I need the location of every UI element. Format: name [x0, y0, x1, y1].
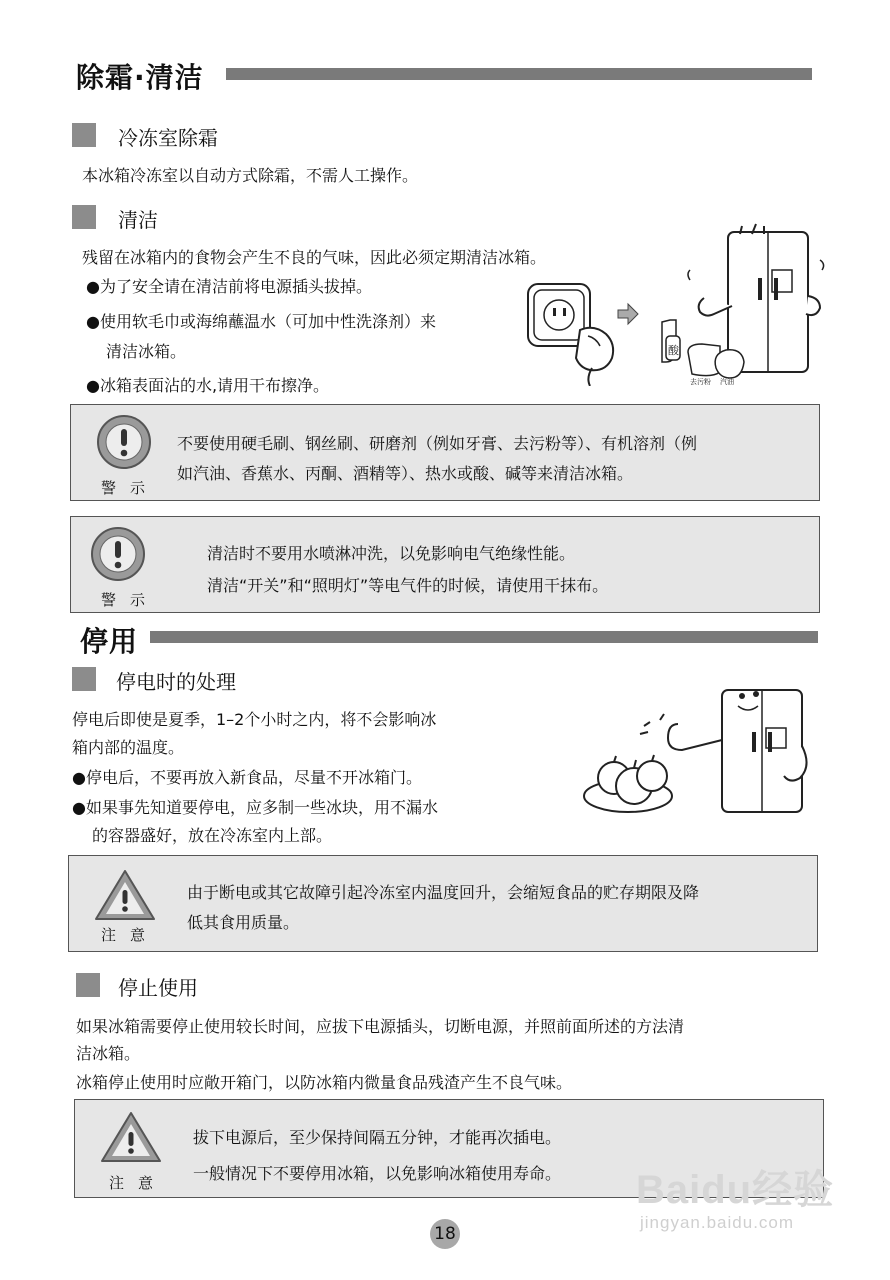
heading-marker: [72, 667, 96, 691]
warning-box-2: [70, 516, 820, 613]
title-bar: [150, 631, 818, 643]
stop-using-line-2: 洁冰箱。: [76, 1044, 141, 1063]
title-bar: [226, 68, 812, 80]
section-title-defrost-clean: 除霜·清洁: [76, 61, 204, 94]
caution-label-2: 注意: [109, 1174, 168, 1192]
wall-socket-plug-illustration: [522, 278, 642, 386]
cleaning-bullet-1: ●为了安全请在清洁前将电源插头拔掉。: [86, 277, 372, 296]
section-title-stop-use: 停用: [80, 625, 139, 658]
exclamation-circle-icon: [95, 413, 153, 471]
outage-line-2: 箱内部的温度。: [72, 738, 185, 757]
warning-label-2: 警示: [101, 591, 160, 609]
gasoline-label: 汽油: [720, 378, 734, 386]
acid-label: 酸: [668, 344, 679, 357]
exclamation-circle-icon: [89, 525, 147, 583]
page-number: 18: [430, 1219, 460, 1249]
cleaning-bullet-3: ●冰箱表面沾的水,请用干布擦净。: [86, 376, 330, 395]
heading-cleaning: 清洁: [118, 208, 158, 232]
warning-2-line-2: 清洁“开关”和“照明灯”等电气件的时候，请使用干抹布。: [207, 576, 609, 595]
powder-label: 去污粉: [690, 378, 711, 386]
caution-box-1: [68, 855, 818, 952]
cleaning-intro: 残留在冰箱内的食物会产生不良的气味，因此必须定期清洁冰箱。: [82, 248, 547, 267]
outage-bullet-2-cont: 的容器盛好，放在冷冻室内上部。: [92, 826, 333, 845]
heading-marker: [76, 973, 100, 997]
heading-marker: [72, 205, 96, 229]
heading-freezer-defrost: 冷冻室除霜: [118, 126, 218, 150]
caution-2-line-1: 拔下电源后，至少保持间隔五分钟，才能再次插电。: [193, 1128, 562, 1147]
outage-line-1: 停电后即使是夏季，1–2个小时之内，将不会影响冰: [72, 710, 437, 729]
defrost-text: 本冰箱冷冻室以自动方式除霜，不需人工操作。: [82, 166, 419, 185]
heading-stop-using: 停止使用: [118, 976, 198, 1000]
refrigerator-apples-illustration: [580, 676, 810, 826]
caution-1-line-2: 低其食用质量。: [187, 913, 300, 932]
warning-triangle-icon: [93, 868, 157, 922]
warning-box-1: [70, 404, 820, 501]
stop-using-line-1: 如果冰箱需要停止使用较长时间，应拔下电源插头，切断电源，并照前面所述的方法清: [76, 1017, 685, 1036]
cleaning-bullet-2-cont: 清洁冰箱。: [106, 342, 187, 361]
heading-marker: [72, 123, 96, 147]
watermark-brand: Baidu经验: [636, 1168, 835, 1212]
cleaning-bullet-2: ●使用软毛巾或海绵蘸温水（可加中性洗涤剂）来: [86, 312, 436, 331]
warning-2-line-1: 清洁时不要用水喷淋冲洗，以免影响电气绝缘性能。: [207, 544, 576, 563]
caution-2-line-2: 一般情况下不要停用冰箱，以免影响冰箱使用寿命。: [193, 1164, 562, 1183]
caution-label-1: 注意: [101, 926, 160, 944]
heading-power-outage: 停电时的处理: [116, 670, 236, 694]
warning-1-line-2: 如汽油、香蕉水、丙酮、酒精等）、热水或酸、碱等来清洁冰箱。: [177, 464, 634, 483]
refrigerator-cartoon-cleaning: [660, 220, 835, 405]
caution-1-line-1: 由于断电或其它故障引起冷冻室内温度回升，会缩短食品的贮存期限及降: [187, 883, 700, 902]
warning-1-line-1: 不要使用硬毛刷、钢丝刷、研磨剂（例如牙膏、去污粉等）、有机溶剂（例: [177, 434, 698, 453]
outage-bullet-1: ●停电后，不要再放入新食品，尽量不开冰箱门。: [72, 768, 422, 787]
watermark-url: jingyan.baidu.com: [640, 1213, 795, 1232]
outage-bullet-2: ●如果事先知道要停电，应多制一些冰块，用不漏水: [72, 798, 438, 817]
warning-label-1: 警示: [101, 479, 160, 497]
warning-triangle-icon: [99, 1110, 163, 1164]
stop-using-line-3: 冰箱停止使用时应敞开箱门，以防冰箱内微量食品残渣产生不良气味。: [76, 1073, 573, 1092]
